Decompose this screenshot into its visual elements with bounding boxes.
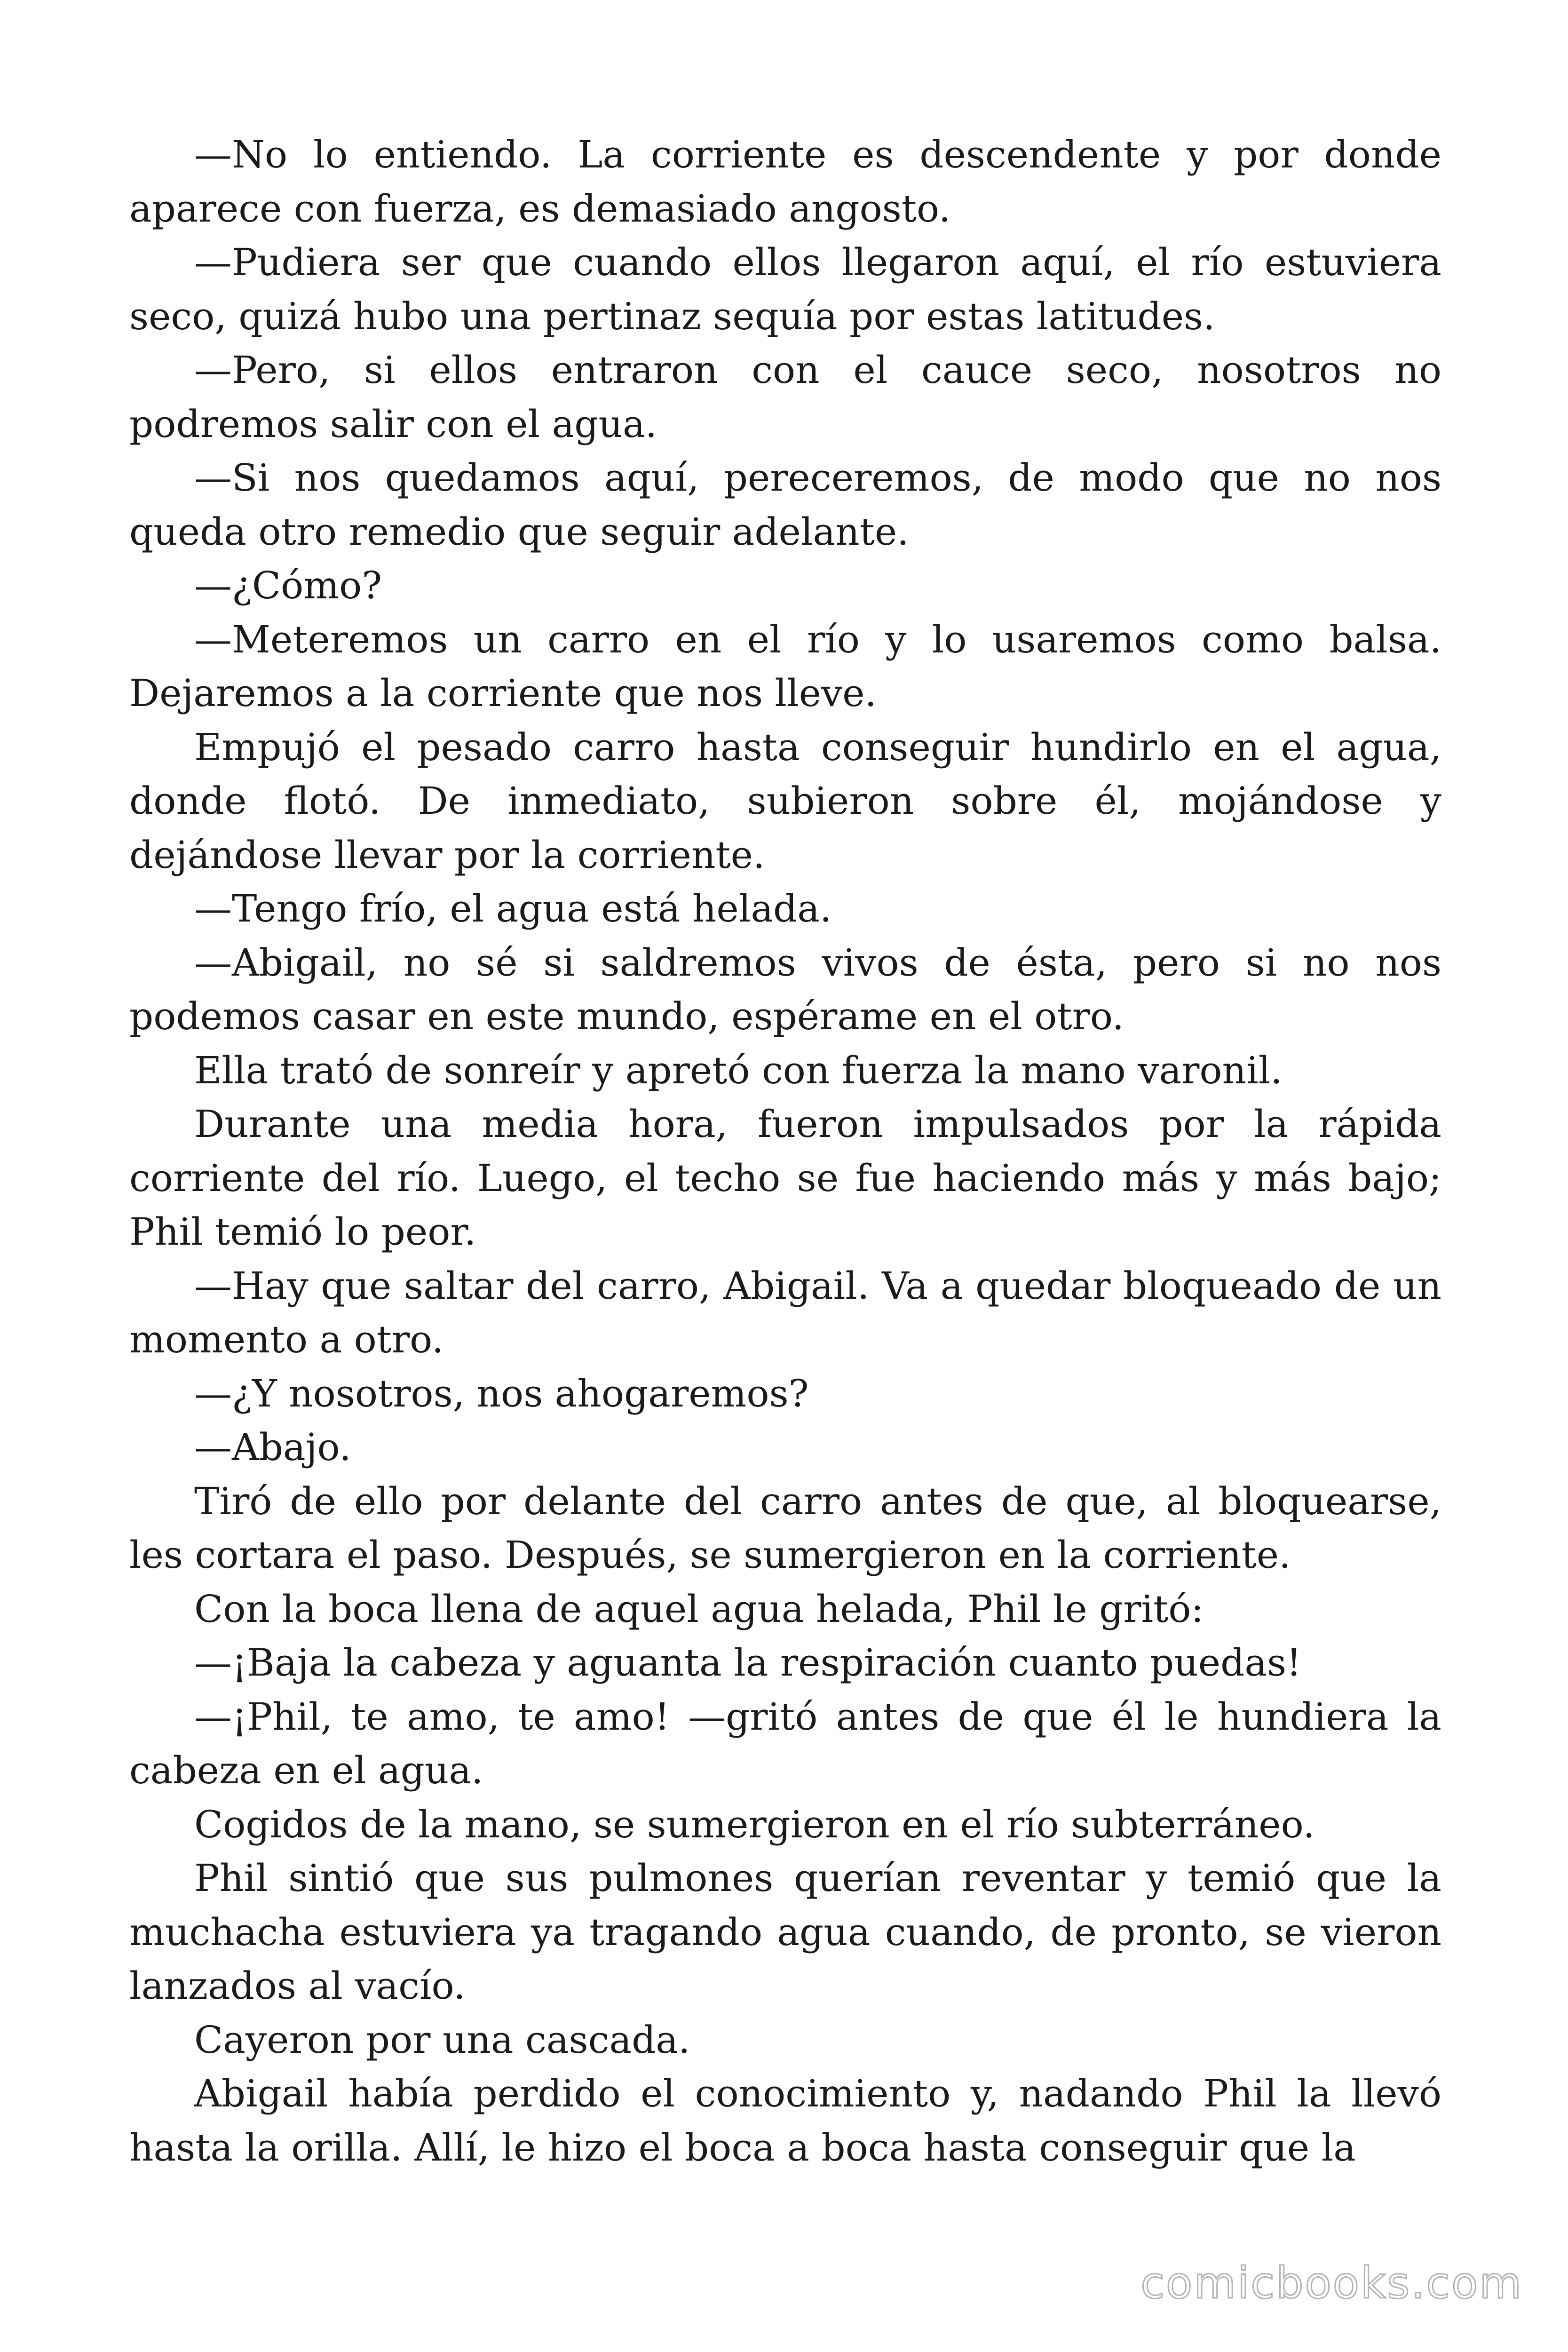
page-body-text	[129, 128, 1441, 2175]
watermark: comicbooks.com	[1140, 2258, 1523, 2308]
paragraph: Ella trató de sonreír y apretó con fuerza la mano varonil.	[194, 1048, 1283, 1092]
paragraph: —Pudiera ser que cuando ellos llegaron aquí, el río estuviera seco, quizá hubo una pertinaz sequía por estas latitudes.	[129, 240, 1441, 338]
paragraph: —Abajo.	[194, 1425, 351, 1469]
paragraph: Empujó el pesado carro hasta conseguir hundirlo en el agua, donde flotó. De inmediato, subieron sobre él, mojándose y dejándose llevar por la corriente.	[129, 725, 1441, 877]
paragraph: —Meteremos un carro en el río y lo usaremos como balsa. Dejaremos a la corriente que nos lleve.	[129, 617, 1441, 715]
paragraph: —¿Y nosotros, nos ahogaremos?	[194, 1371, 809, 1415]
paragraph: —Abigail, no sé si saldremos vivos de ésta, pero si no nos podemos casar en este mundo, espérame en el otro.	[129, 940, 1441, 1038]
paragraph: Tiró de ello por delante del carro antes de que, al bloquearse, les cortara el paso. Después, se sumergieron en la corriente.	[129, 1479, 1441, 1577]
paragraph: Durante una media hora, fueron impulsados por la rápida corriente del río. Luego, el techo se fue haciendo más y más bajo; Phil temió lo peor.	[129, 1102, 1441, 1254]
paragraph: Con la boca llena de aquel agua helada, Phil le gritó:	[194, 1587, 1204, 1631]
paragraph: Abigail había perdido el conocimiento y, nadando Phil la llevó hasta la orilla. Allí, le hizo el boca a boca hasta conseguir que la	[129, 2072, 1441, 2169]
paragraph: Phil sintió que sus pulmones querían reventar y temió que la muchacha estuviera ya tragando agua cuando, de pronto, se vieron lanzados al vacío.	[129, 1856, 1441, 2008]
paragraph: —¡Phil, te amo, te amo! —gritó antes de que él le hundiera la cabeza en el agua.	[129, 1694, 1441, 1792]
paragraph: —Pero, si ellos entraron con el cauce seco, nosotros no podremos salir con el agua.	[129, 348, 1441, 446]
paragraph: —No lo entiendo. La corriente es descendente y por donde aparece con fuerza, es demasiado angosto.	[129, 133, 1441, 230]
paragraph: —Si nos quedamos aquí, pereceremos, de modo que no nos queda otro remedio que seguir adelante.	[129, 456, 1441, 554]
paragraph: —Hay que saltar del carro, Abigail. Va a quedar bloqueado de un momento a otro.	[129, 1263, 1441, 1361]
paragraph: —¡Baja la cabeza y aguanta la respiración cuanto puedas!	[194, 1641, 1302, 1685]
paragraph: Cayeron por una cascada.	[194, 2018, 690, 2062]
paragraph: —¿Cómo?	[194, 564, 382, 607]
paragraph: —Tengo frío, el agua está helada.	[194, 887, 832, 930]
paragraph: Cogidos de la mano, se sumergieron en el río subterráneo.	[194, 1802, 1315, 1846]
